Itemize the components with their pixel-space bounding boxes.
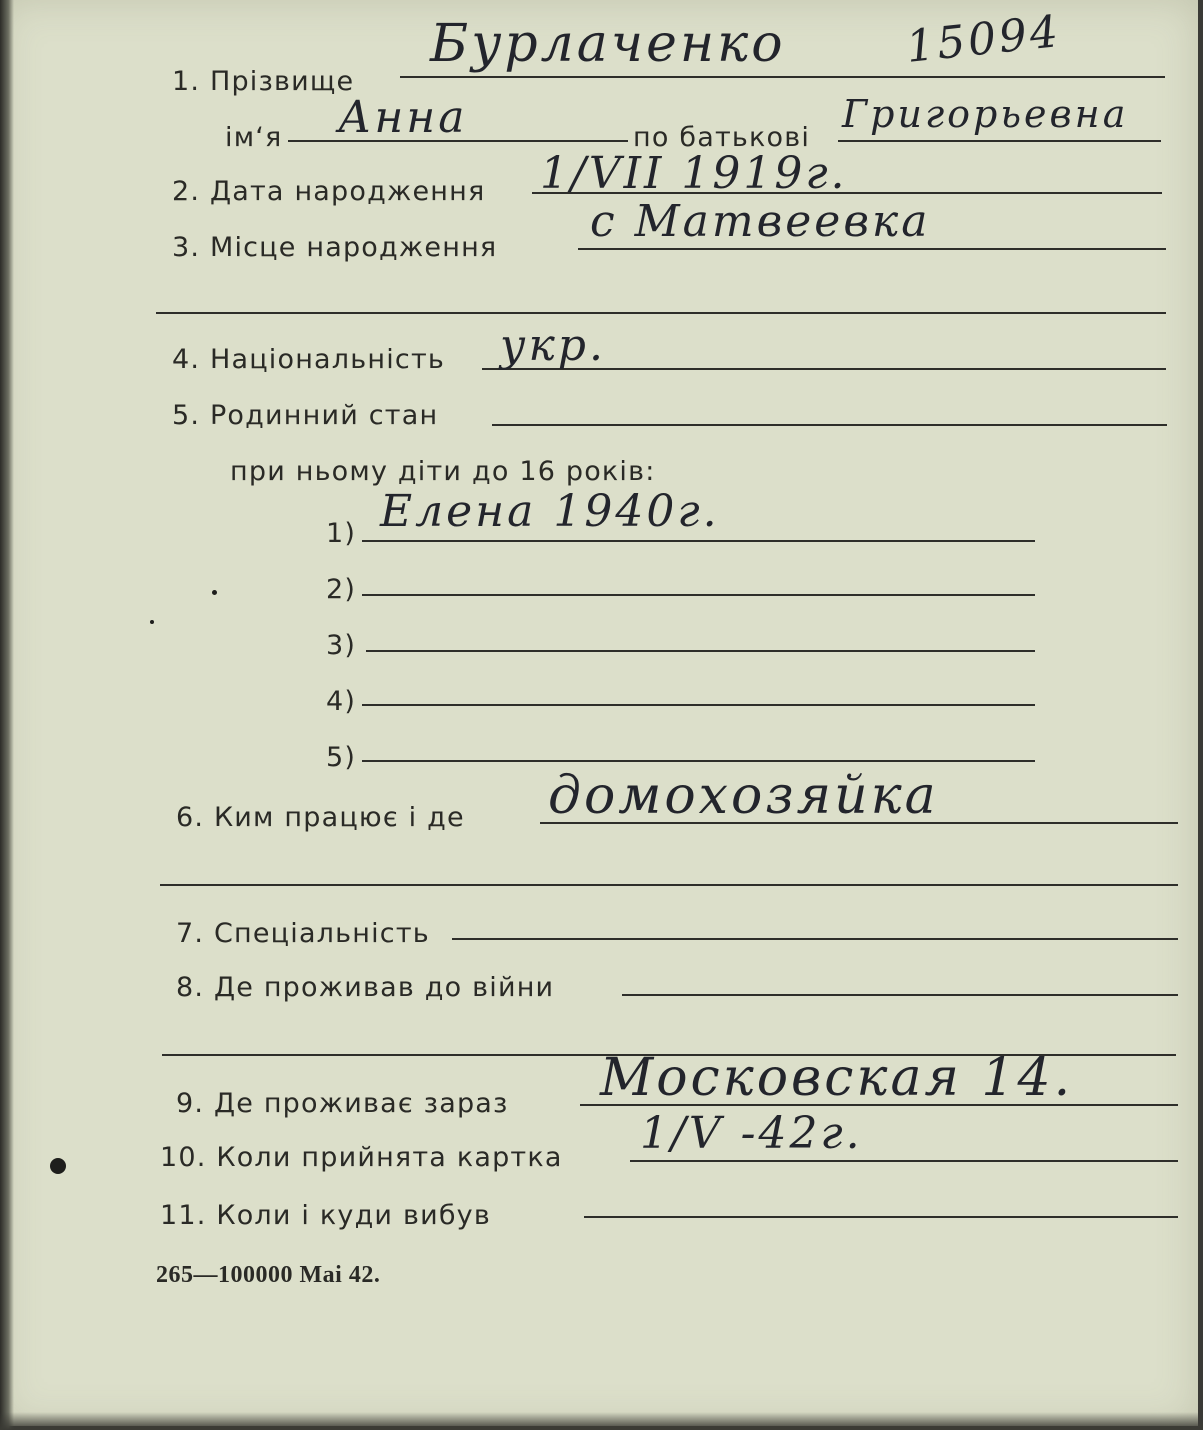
child-5-label: 5)	[326, 742, 357, 773]
specialty-line	[452, 938, 1178, 940]
birth-place-label: 3. Місце народження	[172, 232, 498, 263]
child-1-line	[362, 540, 1035, 542]
departure-label: 11. Коли і куди вибув	[160, 1200, 491, 1231]
nationality-handwritten: укр.	[500, 320, 606, 371]
birth-place-line-2	[156, 312, 1166, 314]
card-number-handwritten: 15094	[903, 6, 1064, 73]
surname-label: 1. Прізвище	[172, 66, 355, 97]
birth-place-line	[578, 248, 1166, 250]
child-3-line	[366, 650, 1035, 652]
card-accepted-handwritten: 1/V -42г.	[640, 1108, 863, 1159]
child-4-line	[362, 704, 1035, 706]
card-accepted-line	[630, 1160, 1178, 1162]
occupation-handwritten: домохозяйка	[548, 766, 939, 826]
printer-imprint: 265—100000 Mai 42.	[156, 1262, 381, 1288]
patronymic-label: по батькові	[633, 122, 811, 153]
specialty-label: 7. Спеціальність	[176, 918, 430, 949]
surname-handwritten: Бурлаченко	[430, 14, 786, 74]
family-status-line	[492, 424, 1167, 426]
departure-line	[584, 1216, 1178, 1218]
patronymic-line	[838, 140, 1161, 142]
prewar-residence-label: 8. Де проживав до війни	[176, 972, 555, 1003]
ink-speck	[50, 1158, 66, 1174]
birth-place-handwritten: с Матвеевка	[590, 196, 931, 247]
card-bottom-edge	[0, 1412, 1203, 1430]
birth-date-handwritten: 1/VII 1919г.	[540, 148, 848, 199]
child-2-label: 2)	[326, 574, 357, 605]
child-1-label: 1)	[326, 518, 357, 549]
child-5-line	[362, 760, 1035, 762]
current-residence-label: 9. Де проживає зараз	[176, 1088, 509, 1119]
name-handwritten: Анна	[338, 92, 468, 143]
child-3-label: 3)	[326, 630, 357, 661]
prewar-residence-line	[622, 994, 1178, 996]
birth-date-label: 2. Дата народження	[172, 176, 486, 207]
family-status-label: 5. Родинний стан	[172, 400, 439, 431]
child-4-label: 4)	[326, 686, 357, 717]
nationality-label: 4. Національність	[172, 344, 445, 375]
surname-line	[400, 76, 1165, 78]
card-accepted-label: 10. Коли прийнята картка	[160, 1142, 563, 1173]
name-label: ім‘я	[225, 122, 283, 153]
children-label: при ньому діти до 16 років:	[230, 456, 656, 487]
occupation-line-2	[160, 884, 1178, 886]
ink-speck	[150, 620, 154, 624]
card-left-edge	[0, 0, 14, 1430]
child-1-handwritten: Елена 1940г.	[380, 486, 720, 537]
ink-speck	[212, 590, 217, 595]
patronymic-handwritten: Григорьевна	[842, 92, 1129, 136]
child-2-line	[362, 594, 1035, 596]
occupation-label: 6. Ким працює і де	[176, 802, 465, 833]
current-residence-handwritten: Московская 14.	[600, 1048, 1074, 1108]
